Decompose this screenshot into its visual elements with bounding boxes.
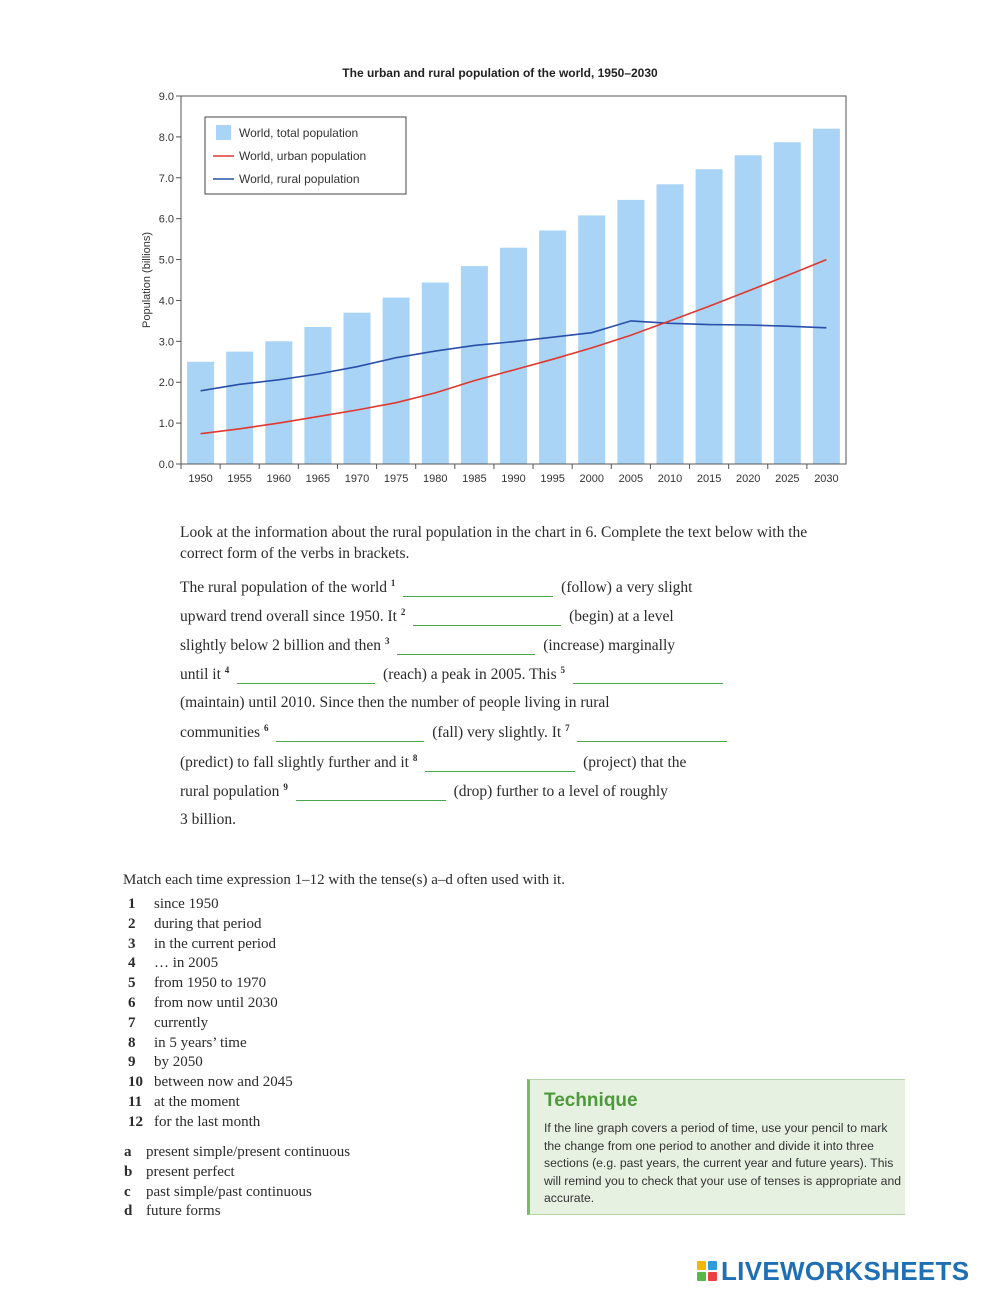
gap-input-7[interactable]: [577, 725, 727, 742]
exercise-line-2: [180, 607, 674, 626]
gap-input-1[interactable]: [403, 580, 553, 597]
exercise-text: upward trend overall since 1950. It: [180, 608, 397, 626]
list-item: [128, 1014, 293, 1034]
bar: [226, 352, 253, 464]
tense-list: [124, 1143, 350, 1222]
exercise-text: 3 billion.: [180, 811, 236, 828]
bar: [539, 231, 566, 465]
gap-input-5[interactable]: [573, 667, 723, 684]
exercise-line-7: [180, 753, 686, 772]
y-tick-label: 0.0: [158, 459, 174, 471]
y-axis-label: Population (billions): [141, 232, 153, 328]
exercise-line-1: [180, 578, 692, 597]
x-tick-label: 1980: [423, 473, 448, 485]
gap-input-9[interactable]: [296, 784, 446, 801]
list-item: [128, 1073, 293, 1093]
liveworksheets-logo: [697, 1256, 969, 1286]
exercise-instructions: Look at the information about the rural population in the chart in 6. Complete the text below with the correct form of the verbs in brackets.: [180, 524, 808, 562]
matching-instructions: Match each time expression 1–12 with the tense(s) a–d often used with it.: [123, 872, 565, 888]
x-tick-label: 1950: [188, 473, 213, 485]
x-tick-label: 1970: [344, 473, 370, 485]
tense-letter: c: [124, 1183, 131, 1200]
x-tick-label: 1955: [227, 473, 252, 485]
item-number: 9: [128, 1054, 136, 1071]
gap-input-3[interactable]: [397, 638, 535, 655]
technique-box: [527, 1079, 905, 1215]
gap-input-4[interactable]: [237, 667, 375, 684]
tense-text: past simple/past continuous: [146, 1183, 312, 1200]
bar: [344, 313, 371, 464]
item-number: 11: [128, 1093, 143, 1110]
y-tick-label: 6.0: [158, 213, 174, 226]
gap-number: 7: [565, 723, 570, 733]
x-tick-label: 2025: [775, 473, 800, 485]
item-number: 1: [128, 896, 136, 912]
exercise-line-3: [180, 636, 675, 655]
item-text: in 5 years’ time: [154, 1034, 247, 1051]
bar: [774, 142, 801, 464]
item-number: 2: [128, 915, 136, 932]
x-tick-label: 1985: [462, 473, 487, 485]
y-tick-label: 3.0: [158, 336, 174, 349]
exercise-text: (increase) marginally: [543, 637, 676, 655]
x-tick-label: 2030: [814, 473, 839, 485]
exercise-text: The rural population of the world: [180, 579, 388, 597]
list-item: [128, 895, 293, 915]
y-tick-label: 8.0: [158, 131, 174, 144]
x-tick-label: 2010: [657, 473, 683, 485]
x-tick-label: 1975: [383, 473, 409, 485]
item-text: at the moment: [154, 1093, 240, 1110]
exercise-text: (reach) a peak in 2005. This: [383, 666, 557, 684]
tense-text: present perfect: [146, 1163, 235, 1180]
bar: [696, 169, 723, 464]
bar: [578, 215, 605, 464]
x-tick-label: 2000: [579, 473, 604, 485]
bar: [500, 248, 527, 464]
item-text: … in 2005: [154, 955, 219, 972]
list-item: [124, 1163, 350, 1183]
item-number: 7: [128, 1014, 136, 1031]
item-text: currently: [154, 1014, 209, 1031]
bar: [265, 341, 292, 464]
logo-icon: [697, 1261, 717, 1281]
legend-label-rural: World, rural population: [239, 172, 360, 186]
item-text: for the last month: [154, 1113, 261, 1130]
x-tick-label: 1965: [305, 473, 331, 485]
x-tick-label: 1960: [266, 473, 292, 485]
item-number: 12: [128, 1113, 143, 1130]
y-tick-label: 9.0: [158, 91, 174, 103]
tense-letter: b: [124, 1163, 133, 1180]
item-text: in the current period: [154, 935, 277, 952]
list-item: [128, 954, 293, 974]
exercise-line-8: [180, 782, 668, 801]
exercise-text: (follow) a very slight: [561, 579, 693, 597]
gap-number: 1: [390, 578, 396, 588]
gap-input-8[interactable]: [425, 755, 575, 772]
gap-number: 9: [283, 782, 288, 792]
list-item: [128, 1053, 293, 1073]
bar: [383, 298, 410, 464]
population-chart: [0, 0, 1000, 500]
gap-number: 8: [412, 753, 418, 763]
item-number: 8: [128, 1034, 136, 1051]
y-tick-label: 5.0: [158, 254, 174, 267]
list-item: [128, 994, 293, 1014]
list-item: [124, 1202, 350, 1222]
item-number: 3: [128, 935, 136, 952]
exercise-text: (begin) at a level: [569, 608, 674, 626]
gap-number: 4: [224, 665, 230, 675]
x-tick-label: 1995: [540, 473, 565, 485]
list-item: [124, 1143, 350, 1163]
time-expression-list: [128, 895, 293, 1133]
exercise-text: slightly below 2 billion and then: [180, 637, 382, 655]
legend-swatch-total: [216, 125, 231, 140]
bar: [422, 283, 449, 465]
list-item: [128, 1113, 293, 1133]
gap-number: 6: [263, 723, 269, 733]
y-tick-label: 2.0: [158, 377, 174, 390]
exercise-text: (fall) very slightly. It: [432, 724, 562, 742]
list-item: [128, 1093, 293, 1113]
exercise-line-9: [180, 811, 236, 829]
x-tick-label: 1990: [501, 473, 526, 485]
technique-body: If the line graph covers a period of time, use your pencil to mark the change from one period to another and divide it into three sections (e.g. past years, the current year and future years). This will remind you to check that your use of tenses is appropriate and accurate.: [544, 1121, 902, 1206]
item-text: between now and 2045: [154, 1074, 293, 1091]
exercise-text: rural population: [180, 783, 280, 801]
list-item: [128, 935, 293, 955]
exercise-line-4: [180, 665, 727, 684]
item-text: by 2050: [154, 1054, 203, 1071]
x-tick-label: 2015: [696, 473, 722, 485]
exercise-text: until it: [180, 666, 221, 684]
list-item: [128, 1034, 293, 1054]
exercise-line-6: [180, 723, 731, 742]
exercise-line-5: [180, 694, 610, 712]
exercise-text: (drop) further to a level of roughly: [453, 783, 668, 801]
tense-letter: a: [124, 1144, 132, 1160]
exercise-text: (predict) to fall slightly further and it: [180, 754, 409, 772]
list-item: [128, 974, 293, 994]
item-text: from now until 2030: [154, 994, 278, 1011]
legend-label-urban: World, urban population: [239, 149, 367, 163]
bar: [735, 155, 762, 464]
item-text: from 1950 to 1970: [154, 975, 267, 992]
gap-number: 5: [560, 665, 566, 675]
bar: [813, 129, 840, 464]
item-number: 10: [128, 1074, 143, 1091]
exercise-text: communities: [180, 724, 261, 742]
gap-input-2[interactable]: [413, 609, 561, 626]
tense-text: present simple/present continuous: [146, 1144, 351, 1160]
bar: [461, 266, 488, 464]
exercise-text: (project) that the: [583, 754, 687, 772]
list-item: [124, 1183, 350, 1203]
item-number: 6: [128, 994, 136, 1011]
x-tick-label: 2020: [735, 473, 761, 485]
y-tick-label: 7.0: [158, 172, 174, 185]
item-number: 4: [128, 955, 136, 972]
chart-title: The urban and rural population of the world, 1950–2030: [342, 66, 658, 80]
gap-number: 2: [400, 607, 406, 617]
gap-input-6[interactable]: [276, 725, 424, 742]
bar: [187, 362, 214, 464]
legend-label-total: World, total population: [239, 126, 359, 140]
item-text: since 1950: [154, 896, 219, 912]
y-tick-label: 4.0: [158, 295, 174, 308]
logo-text: LIVEWORKSHEETS: [721, 1255, 970, 1286]
gap-number: 3: [384, 636, 390, 646]
tense-letter: d: [124, 1203, 133, 1220]
x-tick-label: 2005: [618, 473, 644, 485]
technique-title: Technique: [544, 1090, 638, 1111]
bar: [304, 327, 331, 464]
y-tick-label: 1.0: [158, 418, 174, 431]
tense-text: future forms: [146, 1203, 221, 1220]
item-number: 5: [128, 975, 136, 992]
list-item: [128, 915, 293, 935]
item-text: during that period: [154, 915, 262, 932]
exercise-text: (maintain) until 2010. Since then the number of people living in rural: [180, 694, 610, 711]
